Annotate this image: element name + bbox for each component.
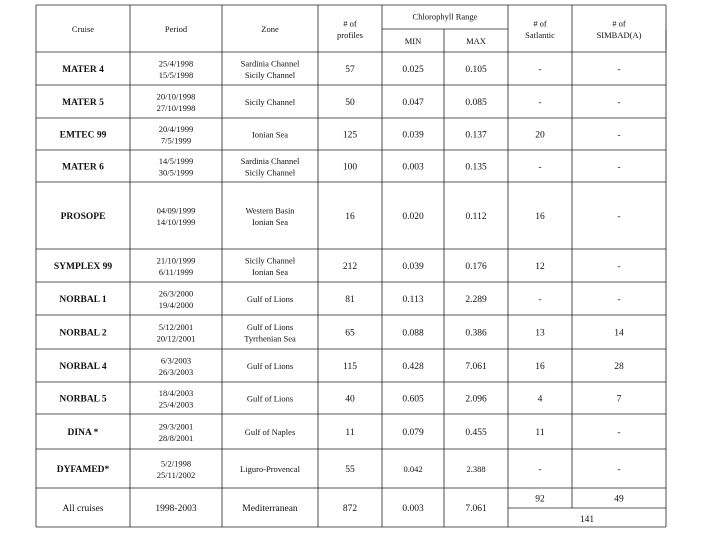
chl-min: 0.020 — [402, 212, 424, 222]
profile-count: 57 — [345, 65, 355, 75]
chl-min: 0.605 — [402, 394, 424, 405]
satlantic-count: 12 — [535, 262, 545, 272]
chl-max: 0.386 — [465, 328, 487, 339]
profile-count: 115 — [343, 362, 357, 372]
cruise-name: NORBAL 4 — [59, 362, 107, 372]
chl-min: 0.047 — [402, 98, 424, 108]
period: 26/3/2003 — [158, 366, 194, 377]
satlantic-count: 20 — [535, 130, 545, 141]
simbad-count: 7 — [616, 394, 622, 405]
chl-max: 2.388 — [466, 464, 486, 474]
header-min: MIN — [404, 36, 422, 46]
zone: Western Basin — [245, 205, 295, 216]
zone: Gulf of Lions — [246, 321, 294, 332]
simbad-count: - — [617, 98, 621, 108]
cruise-name: NORBAL 5 — [59, 394, 107, 405]
zone: Sicily Channel — [244, 167, 296, 178]
period: 14/10/1999 — [156, 216, 196, 227]
simbad-count: - — [617, 212, 621, 222]
profile-count: 40 — [345, 394, 355, 405]
chl-max: 7.061 — [465, 362, 487, 372]
simbad-count: - — [617, 130, 621, 141]
zone: Sicily Channel — [244, 97, 296, 107]
simbad-count: - — [617, 295, 621, 305]
header-zone: Zone — [261, 24, 279, 34]
chl-min: 0.003 — [402, 162, 424, 173]
total-simbad: 49 — [614, 494, 624, 505]
period: 20/12/2001 — [156, 333, 196, 344]
satlantic-count: - — [538, 465, 542, 475]
cruise-name: DINA * — [67, 428, 99, 438]
total-profiles: 872 — [342, 504, 358, 514]
chl-min: 0.079 — [402, 428, 424, 438]
profile-count: 81 — [345, 295, 355, 305]
chl-max: 0.455 — [465, 428, 487, 438]
chl-min: 0.039 — [402, 262, 424, 272]
period: 18/4/2003 — [158, 387, 194, 398]
satlantic-count: 4 — [537, 394, 543, 405]
period: 15/5/1998 — [158, 69, 194, 80]
total-min: 0.003 — [402, 504, 424, 514]
zone: Sardinia Channel — [240, 155, 300, 166]
total-satlantic: 92 — [535, 494, 545, 505]
chl-max: 0.112 — [465, 212, 487, 222]
simbad-count: - — [617, 465, 621, 475]
chl-min: 0.025 — [402, 65, 424, 75]
chl-max: 2.289 — [465, 295, 487, 305]
zone: Sicily Channel — [244, 69, 296, 80]
period: 27/10/1998 — [156, 102, 196, 113]
profile-count: 55 — [345, 465, 355, 475]
chl-max: 2.096 — [465, 394, 487, 405]
simbad-count: 14 — [614, 328, 624, 339]
simbad-count: - — [617, 162, 621, 173]
zone: Ionian Sea — [251, 216, 289, 227]
period: 20/10/1998 — [156, 91, 196, 102]
cruise-name: NORBAL 1 — [59, 295, 107, 305]
profile-count: 16 — [345, 212, 355, 222]
satlantic-count: 16 — [535, 362, 545, 372]
simbad-count: - — [617, 262, 621, 272]
total-max: 7.061 — [465, 504, 487, 514]
zone: Gulf of Naples — [244, 427, 296, 437]
total-zone: Mediterranean — [242, 504, 298, 514]
zone: Sardinia Channel — [240, 58, 300, 69]
cruise-name: NORBAL 2 — [59, 328, 107, 339]
cruise-name: PROSOPE — [60, 212, 106, 222]
total-combined: 141 — [579, 515, 595, 525]
header-simbad: # of — [612, 18, 626, 29]
zone: Liguro-Provencal — [240, 464, 300, 474]
header-period: Period — [164, 24, 188, 34]
period: 25/4/1998 — [158, 58, 194, 69]
simbad-count: - — [617, 428, 621, 438]
header-chlorophyll-range: Chlorophyll Range — [412, 11, 478, 22]
zone: Tyrrhenian Sea — [244, 333, 296, 344]
header-profiles: # of — [343, 18, 357, 29]
period: 26/3/2000 — [158, 288, 194, 299]
cruise-name: MATER 6 — [62, 162, 104, 173]
profile-count: 11 — [345, 428, 355, 438]
satlantic-count: - — [538, 162, 542, 173]
cruise-name: MATER 4 — [62, 65, 104, 75]
header-satlantic: Satlantic — [525, 29, 555, 40]
period: 20/4/1999 — [158, 123, 194, 134]
satlantic-count: - — [538, 295, 542, 305]
chl-max: 0.176 — [465, 262, 487, 272]
period: 5/2/1998 — [160, 458, 192, 469]
simbad-count: 28 — [614, 362, 624, 372]
satlantic-count: 13 — [535, 328, 545, 339]
chl-min: 0.088 — [402, 328, 424, 339]
zone: Gulf of Lions — [246, 294, 294, 304]
chl-max: 0.135 — [465, 162, 487, 173]
header-satlantic: # of — [533, 18, 547, 29]
zone: Ionian Sea — [251, 266, 289, 277]
chl-min: 0.113 — [402, 295, 424, 305]
cruise-name: SYMPLEX 99 — [53, 262, 113, 272]
period: 7/5/1999 — [160, 135, 192, 146]
period: 25/4/2003 — [158, 399, 194, 410]
satlantic-count: - — [538, 98, 542, 108]
profile-count: 65 — [345, 328, 355, 339]
chl-max: 0.085 — [465, 98, 487, 108]
header-max: MAX — [466, 36, 486, 46]
header-simbad: SIMBAD(A) — [596, 29, 642, 40]
profile-count: 212 — [342, 262, 358, 272]
period: 28/8/2001 — [158, 432, 194, 443]
period: 6/3/2003 — [160, 355, 192, 366]
profile-count: 125 — [342, 130, 358, 141]
chl-max: 0.137 — [465, 130, 487, 141]
total-cruise: All cruises — [62, 504, 104, 514]
period: 25/11/2002 — [156, 469, 196, 480]
simbad-count: - — [617, 65, 621, 75]
period: 14/5/1999 — [158, 155, 194, 166]
period: 21/10/1999 — [156, 255, 196, 266]
zone: Sicily Channel — [244, 255, 296, 266]
satlantic-count: 11 — [535, 428, 545, 438]
period: 5/12/2001 — [158, 321, 194, 332]
profile-count: 100 — [342, 162, 358, 173]
chl-min: 0.039 — [402, 130, 424, 141]
cruise-name: EMTEC 99 — [59, 130, 107, 141]
satlantic-count: 16 — [535, 212, 545, 222]
cruise-name: MATER 5 — [62, 98, 104, 108]
header-cruise: Cruise — [71, 24, 95, 34]
period: 29/3/2001 — [158, 421, 194, 432]
period: 04/09/1999 — [156, 205, 196, 216]
chl-min: 0.428 — [402, 362, 424, 372]
period: 6/11/1999 — [158, 266, 194, 277]
satlantic-count: - — [538, 65, 542, 75]
period: 19/4/2000 — [158, 299, 194, 310]
profile-count: 50 — [345, 98, 355, 108]
total-period: 1998-2003 — [155, 504, 197, 514]
chl-max: 0.105 — [465, 65, 487, 75]
zone: Gulf of Lions — [246, 393, 294, 404]
period: 30/5/1999 — [158, 167, 194, 178]
zone: Gulf of Lions — [246, 361, 294, 371]
chl-min: 0.042 — [403, 464, 423, 474]
cruise-name: DYFAMED* — [56, 465, 110, 475]
header-profiles: profiles — [337, 29, 363, 40]
zone: Ionian Sea — [251, 129, 289, 140]
